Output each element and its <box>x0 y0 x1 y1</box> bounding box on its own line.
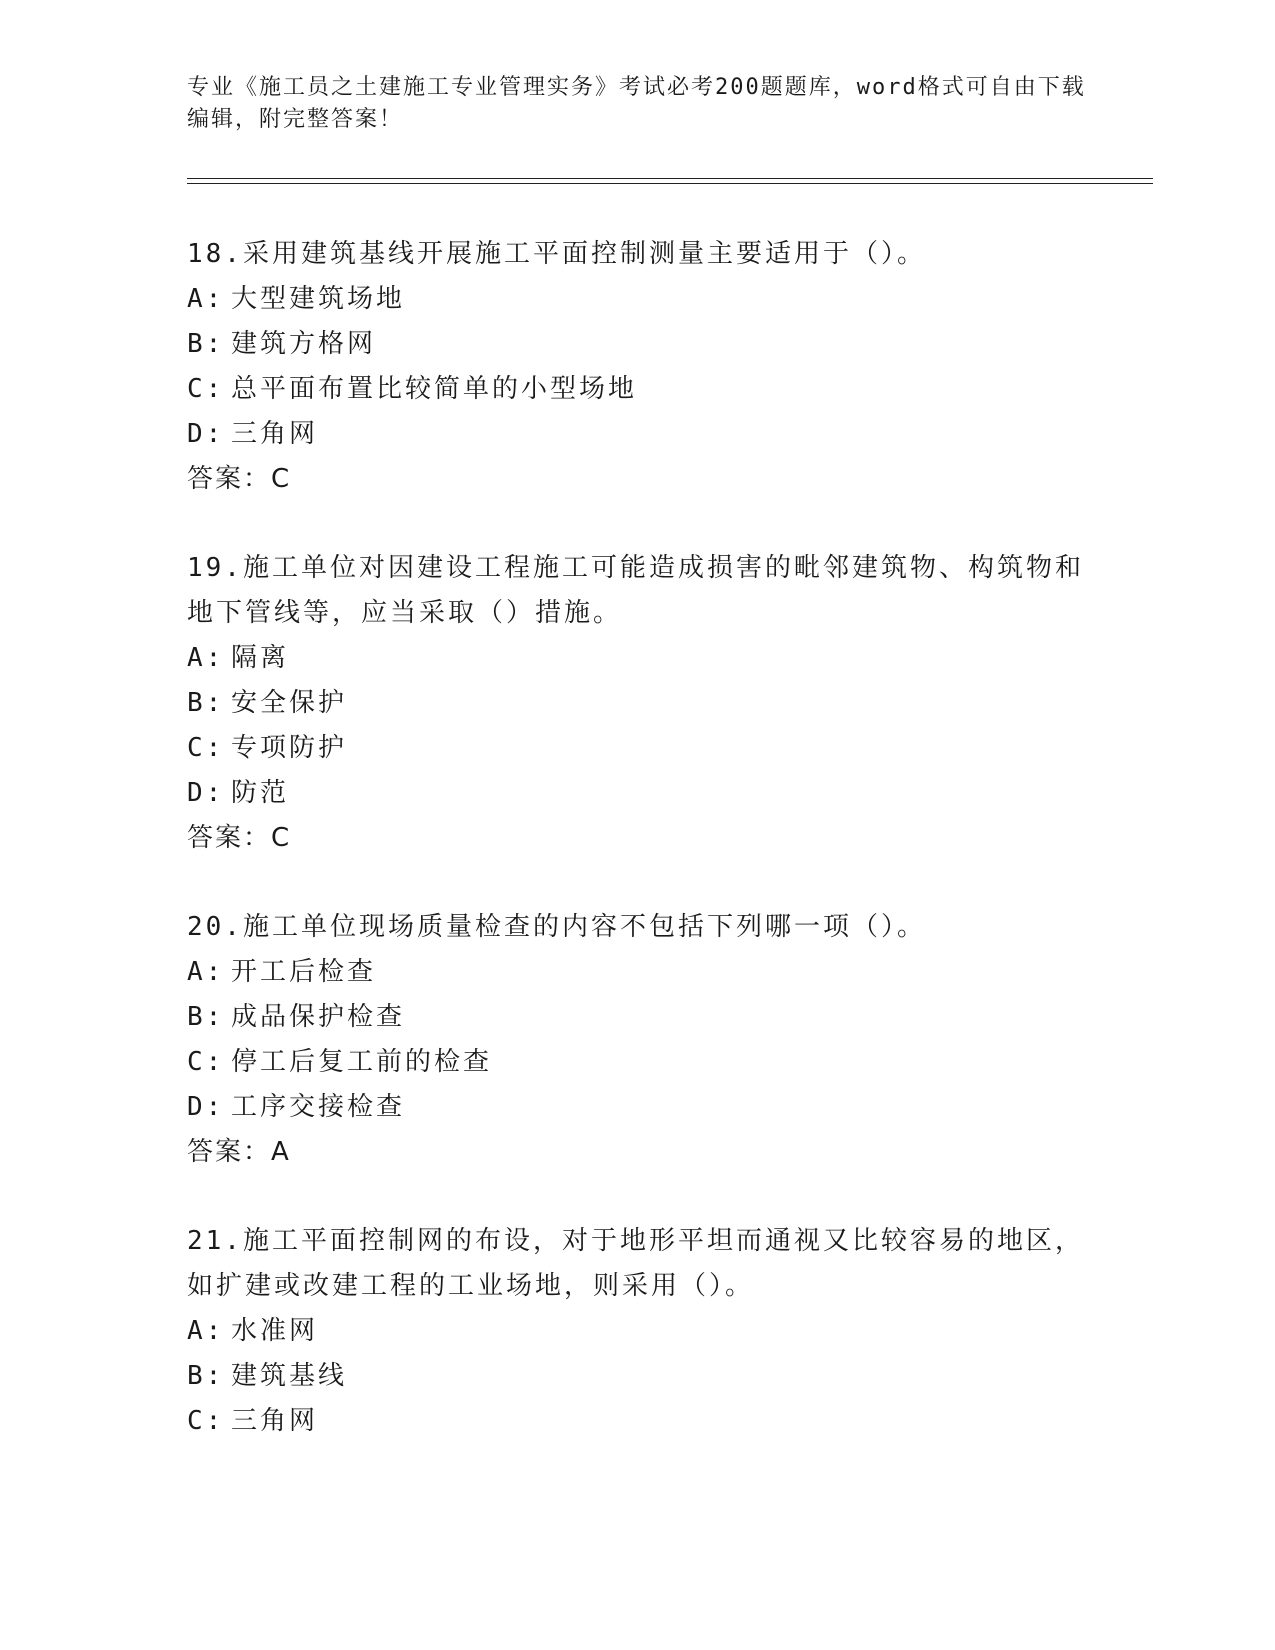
option-letter: C: <box>187 374 225 404</box>
answer-line: 答案：C <box>187 464 292 494</box>
question-text: 19.施工单位对因建设工程施工可能造成损害的毗邻建筑物、构筑物和地下管线等，应当采取（）措施。 <box>187 553 1084 628</box>
option-letter: D: <box>187 1092 225 1122</box>
option-letter: A: <box>187 957 225 987</box>
option-b <box>187 1354 1087 1399</box>
option-text: 开工后检查 <box>231 957 377 987</box>
question-text: 21.施工平面控制网的布设，对于地形平坦而通视又比较容易的地区，如扩建或改建工程的工业场地，则采用（）。 <box>187 1226 1084 1301</box>
option-a <box>187 277 1087 322</box>
question-19 <box>187 546 1087 861</box>
option-c <box>187 367 1087 412</box>
option-c <box>187 726 1087 771</box>
option-text: 总平面布置比较简单的小型场地 <box>231 374 638 404</box>
option-text: 建筑基线 <box>231 1361 348 1391</box>
option-b <box>187 995 1087 1040</box>
answer-line: 答案：C <box>187 823 292 853</box>
question-18 <box>187 232 1087 502</box>
option-text: 安全保护 <box>231 688 348 718</box>
option-c <box>187 1399 1087 1444</box>
option-text: 隔离 <box>231 643 290 673</box>
option-text: 三角网 <box>231 1406 319 1436</box>
option-d <box>187 1085 1087 1130</box>
option-text: 三角网 <box>231 419 319 449</box>
option-b <box>187 681 1087 726</box>
option-letter: B: <box>187 688 225 718</box>
option-b <box>187 322 1087 367</box>
option-letter: B: <box>187 1361 225 1391</box>
option-letter: B: <box>187 1002 225 1032</box>
question-text: 20.施工单位现场质量检查的内容不包括下列哪一项（）。 <box>187 912 926 942</box>
option-d <box>187 771 1087 816</box>
option-text: 工序交接检查 <box>231 1092 406 1122</box>
document-header: 专业《施工员之土建施工专业管理实务》考试必考200题题库，word格式可自由下载编辑，附完整答案！ <box>187 75 1086 132</box>
option-letter: A: <box>187 284 225 314</box>
option-a <box>187 636 1087 681</box>
option-letter: B: <box>187 329 225 359</box>
option-letter: A: <box>187 643 225 673</box>
option-text: 大型建筑场地 <box>231 284 406 314</box>
option-letter: C: <box>187 1047 225 1077</box>
option-text: 建筑方格网 <box>231 329 377 359</box>
question-text: 18.采用建筑基线开展施工平面控制测量主要适用于（）。 <box>187 239 926 269</box>
question-21 <box>187 1219 1087 1444</box>
option-text: 防范 <box>231 778 290 808</box>
option-letter: C: <box>187 1406 225 1436</box>
option-c <box>187 1040 1087 1085</box>
option-letter: A: <box>187 1316 225 1346</box>
option-text: 成品保护检查 <box>231 1002 406 1032</box>
question-20 <box>187 905 1087 1175</box>
header-rule-top <box>187 178 1153 179</box>
header-rule-bottom <box>187 183 1153 184</box>
option-text: 水准网 <box>231 1316 319 1346</box>
option-letter: C: <box>187 733 225 763</box>
option-text: 专项防护 <box>231 733 348 763</box>
option-a <box>187 950 1087 995</box>
option-d <box>187 412 1087 457</box>
option-a <box>187 1309 1087 1354</box>
option-letter: D: <box>187 419 225 449</box>
option-text: 停工后复工前的检查 <box>231 1047 493 1077</box>
option-letter: D: <box>187 778 225 808</box>
answer-line: 答案：A <box>187 1137 291 1167</box>
question-list <box>187 232 1087 1488</box>
